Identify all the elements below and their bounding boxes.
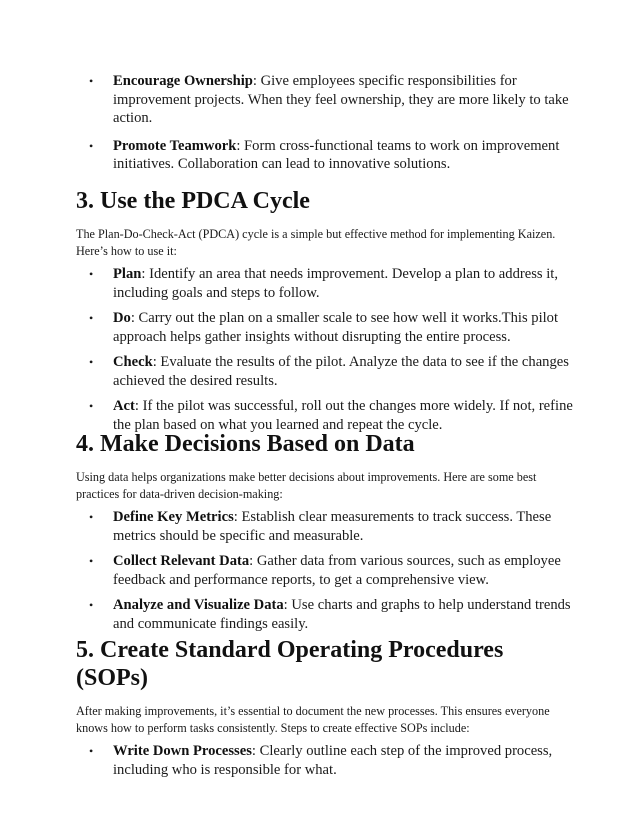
sop-bullet-list bbox=[76, 742, 576, 779]
bullet-icon: • bbox=[89, 311, 94, 325]
data-bullet-list bbox=[76, 508, 576, 633]
bullet-icon: • bbox=[89, 74, 94, 88]
section-5 bbox=[76, 636, 576, 779]
bullet-icon: • bbox=[89, 744, 94, 758]
list-item bbox=[76, 742, 576, 779]
list-item-term: Encourage Ownership bbox=[113, 73, 253, 89]
list-item-text: : Establish clear measurements to track success. These metrics should be specific and measurable. bbox=[113, 509, 552, 544]
section-heading: 5. Create Standard Operating Procedures (SOPs) bbox=[76, 637, 504, 691]
list-item-text: : Carry out the plan on a smaller scale to see how well it works.This pilot approach helps gather insights without disrupting the entire process. bbox=[113, 310, 559, 345]
bullet-icon: • bbox=[89, 138, 94, 153]
section-heading: 3. Use the PDCA Cycle bbox=[76, 188, 310, 214]
top-list-block bbox=[76, 72, 576, 174]
list-item-term: Define Key Metrics bbox=[113, 509, 234, 525]
list-item-text: : Form cross-functional teams to work on improvement initiatives. Collaboration can lead to innovative solutions. bbox=[113, 137, 560, 172]
bullet-icon: • bbox=[89, 267, 94, 281]
bullet-icon: • bbox=[89, 598, 94, 612]
list-item-text: : Use charts and graphs to help understand trends and communicate findings easily. bbox=[113, 597, 571, 632]
list-item bbox=[76, 309, 576, 346]
list-item-term: Write Down Processes bbox=[113, 743, 252, 759]
bullet-icon: • bbox=[89, 554, 94, 568]
list-item-text: : Clearly outline each step of the improved process, including who is responsible for what. bbox=[113, 743, 553, 778]
list-item bbox=[76, 552, 576, 589]
list-item-term: Act bbox=[113, 398, 135, 414]
list-item-text: : If the pilot was successful, roll out the changes more widely. If not, refine the plan based on what you learned and repeat the cycle. bbox=[113, 398, 573, 433]
section-intro: After making improvements, it’s essential to document the new processes. This ensures everyone knows how to perform tasks consistently. Steps to create effective SOPs include: bbox=[76, 704, 550, 735]
list-item-term: Analyze and Visualize Data bbox=[113, 597, 284, 613]
list-item-term: Check bbox=[113, 354, 153, 370]
section-4 bbox=[76, 430, 576, 633]
section-intro: Using data helps organizations make better decisions about improvements. Here are some best practices for data-driven decision-making: bbox=[76, 470, 537, 501]
bullet-icon: • bbox=[89, 399, 94, 413]
pdca-bullet-list bbox=[76, 265, 576, 434]
list-item-term: Promote Teamwork bbox=[113, 137, 237, 154]
list-item bbox=[76, 397, 576, 434]
bullet-icon: • bbox=[89, 510, 94, 524]
list-item bbox=[76, 137, 576, 174]
list-item-term: Do bbox=[113, 310, 131, 326]
list-item bbox=[76, 508, 576, 545]
list-item bbox=[76, 72, 576, 128]
list-item-text: : Evaluate the results of the pilot. Analyze the data to see if the changes achieved the desired results. bbox=[113, 354, 569, 389]
list-item bbox=[76, 353, 576, 390]
top-bullet-list bbox=[76, 72, 576, 174]
list-item-term: Collect Relevant Data bbox=[113, 553, 250, 569]
section-3 bbox=[76, 187, 576, 434]
list-item-text: : Identify an area that needs improvement. Develop a plan to address it, including goals and steps to follow. bbox=[113, 266, 558, 301]
list-item-text: : Give employees specific responsibilities for improvement projects. When they feel ownership, they are more likely to take action. bbox=[113, 73, 569, 126]
section-intro: The Plan-Do-Check-Act (PDCA) cycle is a simple but effective method for implementing Kaizen. Here’s how to use it: bbox=[76, 227, 556, 258]
list-item-term: Plan bbox=[113, 266, 142, 282]
list-item-text: : Gather data from various sources, such as employee feedback and performance reports, to get a comprehensive view. bbox=[113, 553, 561, 588]
list-item bbox=[76, 265, 576, 302]
section-heading: 4. Make Decisions Based on Data bbox=[76, 431, 415, 457]
bullet-icon: • bbox=[89, 355, 94, 369]
list-item bbox=[76, 596, 576, 633]
